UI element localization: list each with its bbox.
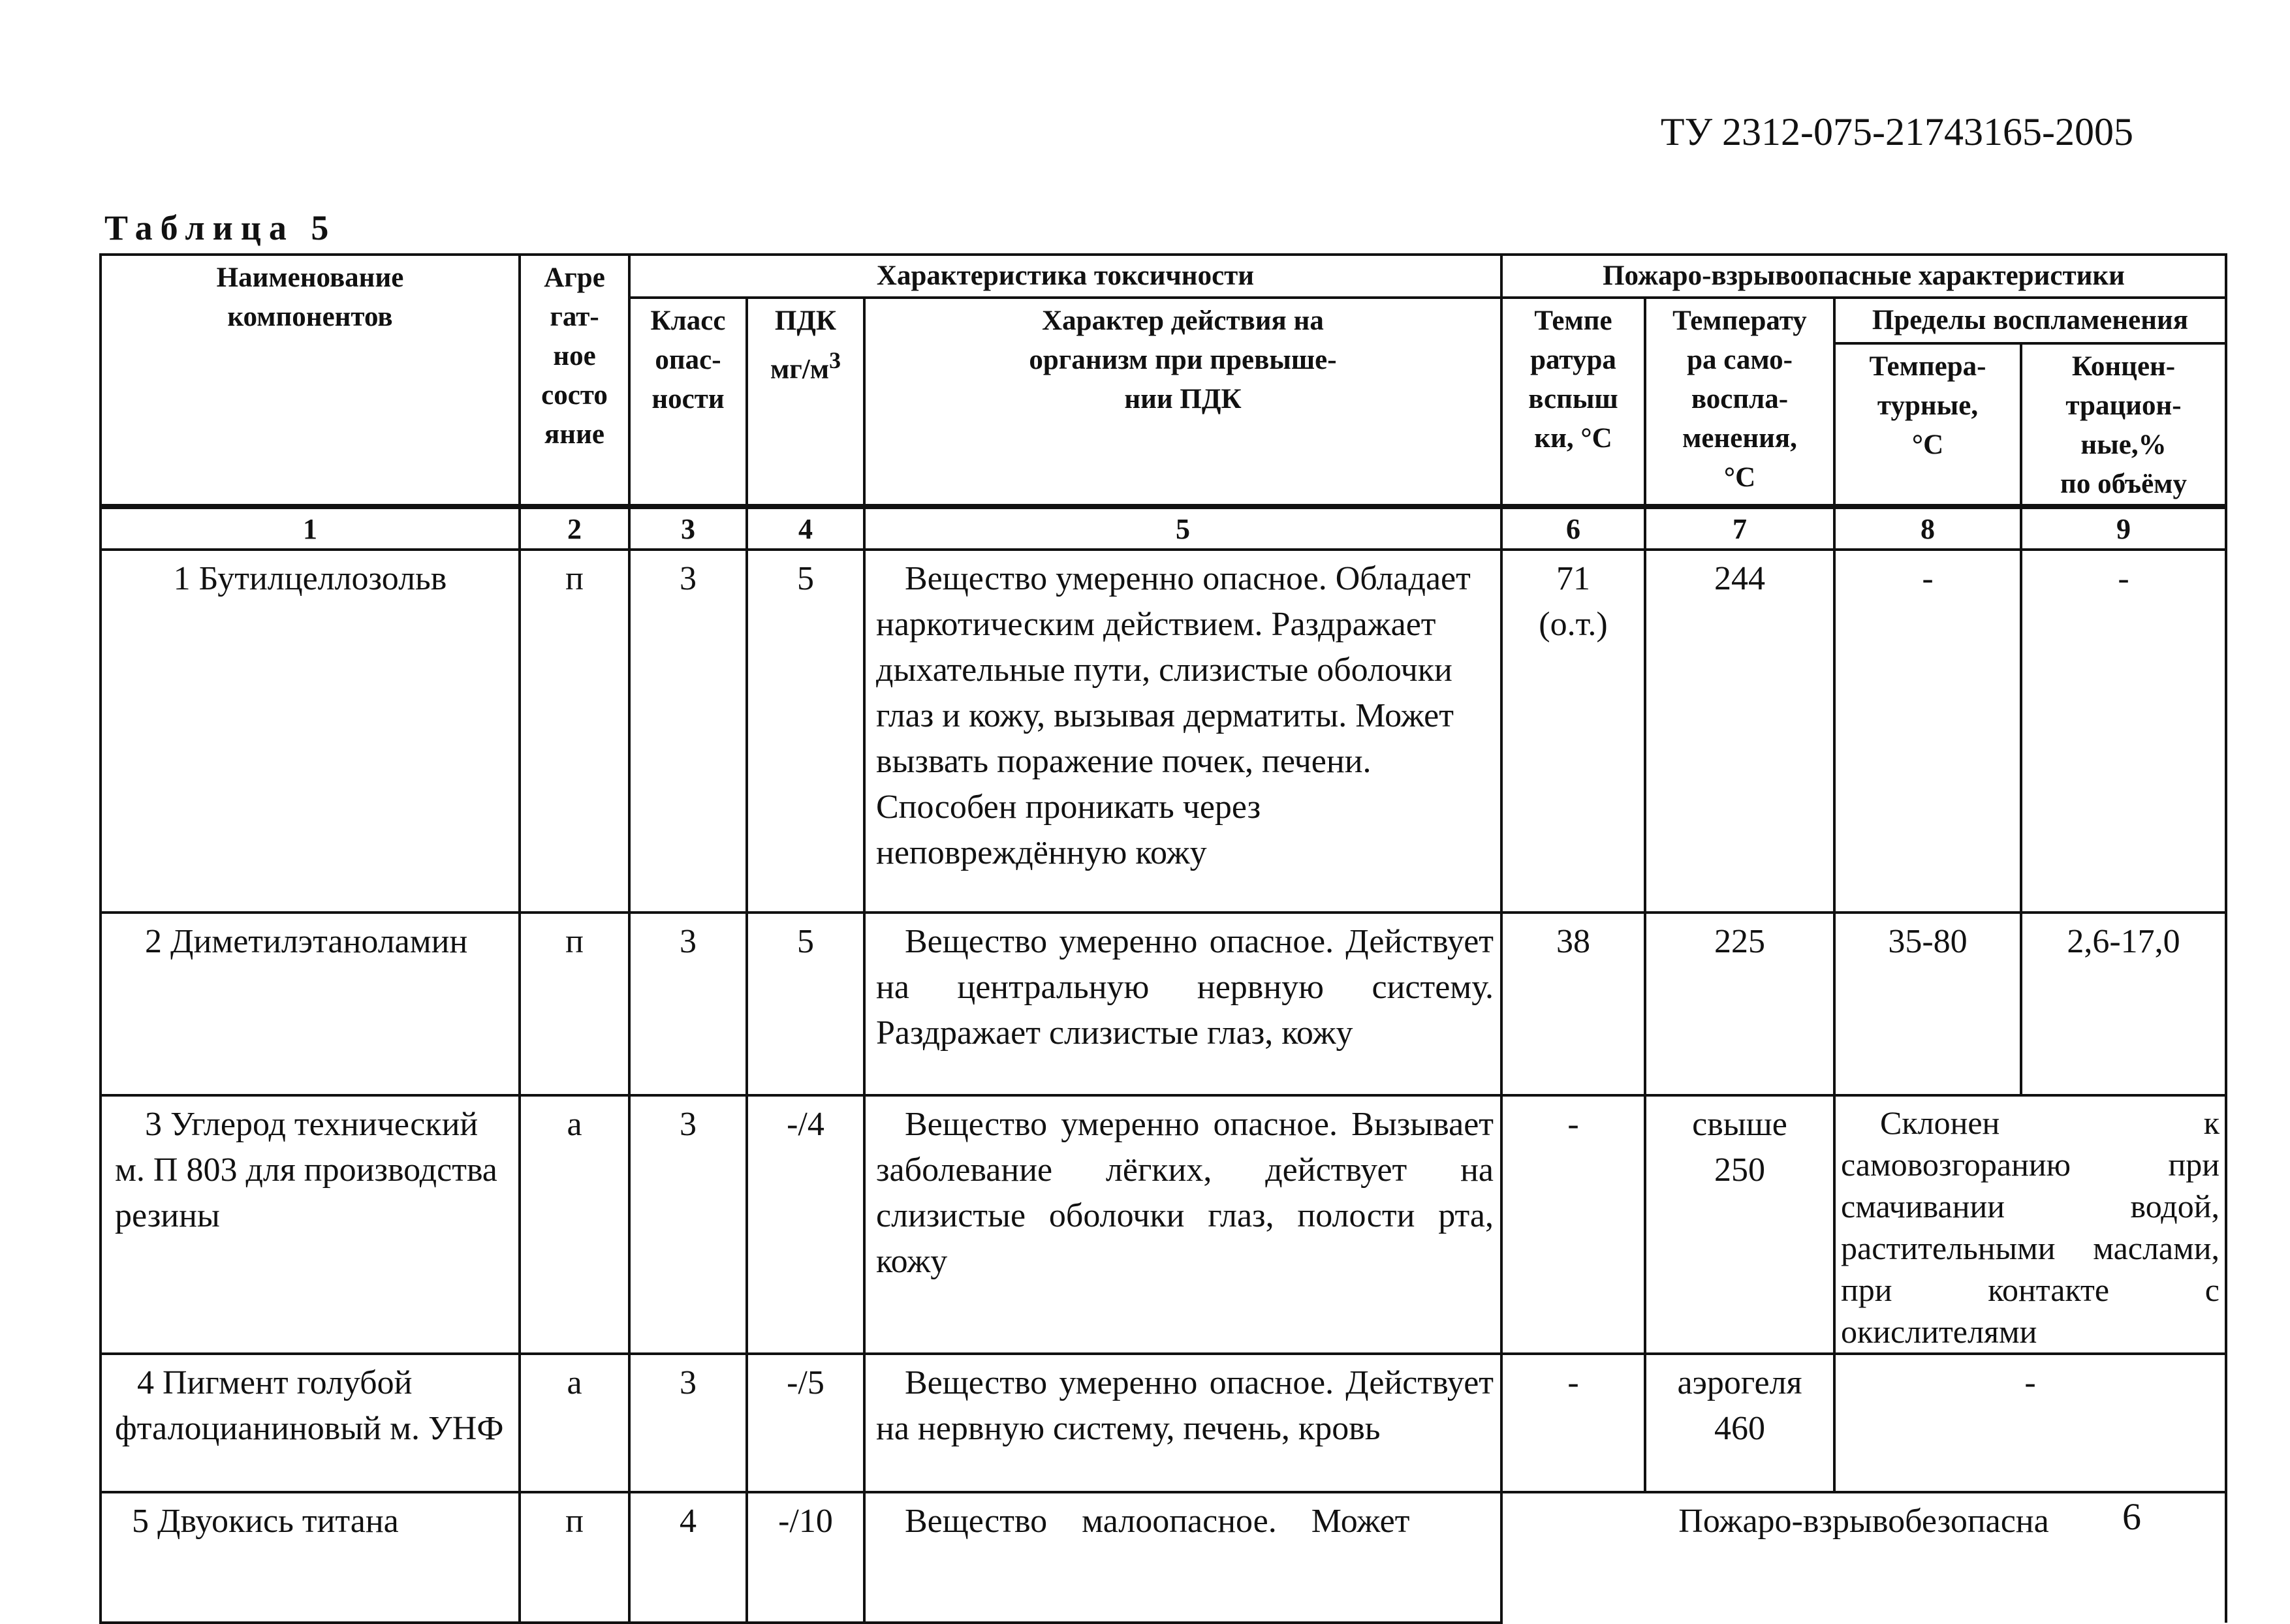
temp-limits: - <box>1834 550 2021 913</box>
header-name: Наименование компонентов <box>101 255 520 507</box>
column-number: 8 <box>1834 507 2021 550</box>
hazard-class: 3 <box>629 1095 747 1354</box>
toxicity-table-wrapper <box>99 253 2225 1540</box>
conc-limits: 2,6-17,0 <box>2021 913 2226 1095</box>
page-number: 6 <box>2122 1495 2141 1538</box>
mac-value: -/5 <box>747 1354 864 1492</box>
header-mac-sup: 3 <box>829 347 841 373</box>
aggregate-state: п <box>520 1492 629 1623</box>
component-name: 2 Диметилэтаноламин <box>101 913 520 1095</box>
autoignition-temp: свыше 250 <box>1645 1095 1834 1354</box>
header-toxicity-group: Характеристика токсичности <box>629 255 1501 298</box>
table-row <box>101 1354 2226 1492</box>
temp-limits: 35-80 <box>1834 913 2021 1095</box>
column-number: 9 <box>2021 507 2226 550</box>
mac-value: -/4 <box>747 1095 864 1354</box>
conc-limits: - <box>2021 550 2226 913</box>
column-number: 2 <box>520 507 629 550</box>
toxicity-table <box>99 253 2227 1624</box>
column-number: 3 <box>629 507 747 550</box>
column-number: 1 <box>101 507 520 550</box>
hazard-class: 4 <box>629 1492 747 1623</box>
flammability-note: Склонен к самовозгоранию при смачивании водой, растительными маслами, при контакте с окислителями <box>1834 1095 2226 1354</box>
flash-point: - <box>1501 1095 1645 1354</box>
flash-point: - <box>1501 1354 1645 1492</box>
effect-description: Вещество умеренно опасное. Действует на нервную систему, печень, кровь <box>864 1354 1501 1492</box>
column-number: 5 <box>864 507 1501 550</box>
aggregate-state: п <box>520 913 629 1095</box>
effect-description: Вещество малоопасное. Может <box>864 1492 1501 1623</box>
component-name: 1 Бутилцеллозольв <box>101 550 520 913</box>
header-temp-limits: Темпера- турные, °С <box>1834 343 2021 507</box>
header-limits-group: Пределы воспламенения <box>1834 298 2226 343</box>
table-row <box>101 913 2226 1095</box>
component-name: 5 Двуокись титана <box>101 1492 520 1623</box>
effect-description: Вещество умеренно опасное. Вызывает заболевание лёгких, действует на слизистые оболочки глаз, полости рта, кожу <box>864 1095 1501 1354</box>
mac-value: 5 <box>747 550 864 913</box>
autoignition-temp: 244 <box>1645 550 1834 913</box>
table-caption: Таблица 5 <box>104 208 337 247</box>
aggregate-state: а <box>520 1354 629 1492</box>
header-hazard-class: Класс опас- ности <box>629 298 747 507</box>
header-mac <box>747 298 864 507</box>
effect-description: Вещество умеренно опасное. Обладает наркотическим действием. Раздражает дыхательные пути, слизистые оболочки глаз и кожу, вызывая дерматиты. Может вызвать поражение почек, печени. Способен проникать через неповреждённую кожу <box>864 550 1501 913</box>
hazard-class: 3 <box>629 913 747 1095</box>
column-number: 7 <box>1645 507 1834 550</box>
mac-value: -/10 <box>747 1492 864 1623</box>
fire-safety-note: Пожаро-взрывобезопасна <box>1501 1492 2226 1623</box>
table-row <box>101 1095 2226 1354</box>
header-mac-text: ПДК мг/м <box>770 305 837 385</box>
header-autoignition: Температу ра само- воспла- менения, °С <box>1645 298 1834 507</box>
hazard-class: 3 <box>629 550 747 913</box>
column-number: 4 <box>747 507 864 550</box>
hazard-class: 3 <box>629 1354 747 1492</box>
effect-description: Вещество умеренно опасное. Действует на центральную нервную систему. Раздражает слизистые глаз, кожу <box>864 913 1501 1095</box>
header-conc-limits: Концен- трацион- ные,% по объёму <box>2021 343 2226 507</box>
aggregate-state: а <box>520 1095 629 1354</box>
autoignition-temp: 225 <box>1645 913 1834 1095</box>
column-number: 6 <box>1501 507 1645 550</box>
table-row <box>101 550 2226 913</box>
component-name: 4 Пигмент голубой фталоцианиновый м. УНФ <box>101 1354 520 1492</box>
limits-dash: - <box>1834 1354 2226 1492</box>
header-fire-group: Пожаро-взрывоопасные характеристики <box>1501 255 2226 298</box>
flash-point: 38 <box>1501 913 1645 1095</box>
aggregate-state: п <box>520 550 629 913</box>
header-flash-point: Темпе ратура вспыш ки, °С <box>1501 298 1645 507</box>
document-code: ТУ 2312-075-21743165-2005 <box>1660 110 2133 153</box>
header-effect: Характер действия на организм при превыше- нии ПДК <box>864 298 1501 507</box>
column-numbers-row <box>101 507 2226 550</box>
component-name: 3 Углерод технический м. П 803 для производства резины <box>101 1095 520 1354</box>
header-state: Агре гат- ное состо яние <box>520 255 629 507</box>
table-row <box>101 1492 2226 1623</box>
autoignition-temp: аэрогеля 460 <box>1645 1354 1834 1492</box>
mac-value: 5 <box>747 913 864 1095</box>
flash-point: 71 (о.т.) <box>1501 550 1645 913</box>
